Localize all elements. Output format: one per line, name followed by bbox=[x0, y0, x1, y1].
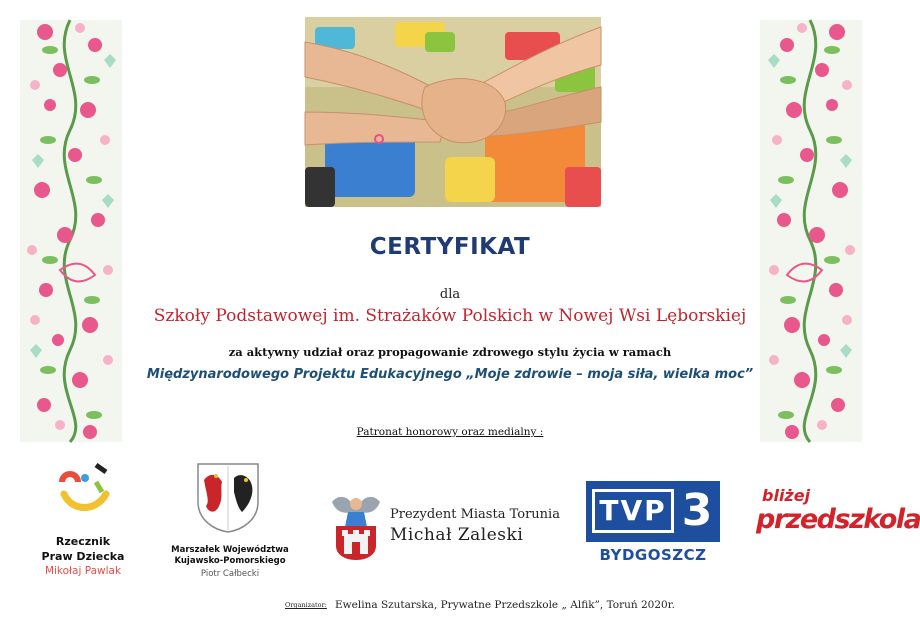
award-reason: za aktywny udział oraz propagowanie zdrowego stylu życia w ramach bbox=[228, 345, 672, 359]
hands-photo bbox=[305, 17, 601, 207]
tvp-logo-number: 3 bbox=[681, 485, 713, 536]
project-name: Międzynarodowego Projektu Edukacyjnego „Moje zdrowie – moja siła, wielka moc” bbox=[146, 367, 754, 382]
blizej-logo-line1: bliżej bbox=[762, 486, 811, 505]
certificate-title: CERTYFIKAT bbox=[369, 234, 531, 260]
marszalek-title-line2: Kujawsko-Pomorskiego bbox=[174, 556, 286, 566]
rpd-title-line2: Praw Dziecka bbox=[41, 550, 125, 563]
organizer-label: Organizator: bbox=[285, 601, 327, 609]
for-label: dla bbox=[439, 287, 461, 302]
marszalek-name: Piotr Całbecki bbox=[200, 569, 260, 579]
mayor-title: Prezydent Miasta Torunia bbox=[390, 507, 560, 522]
rpd-name: Mikołaj Pawlak bbox=[44, 565, 122, 577]
marszalek-title-line1: Marszałek Województwa bbox=[171, 545, 289, 555]
tvp-city: BYDGOSZCZ bbox=[599, 546, 707, 564]
mayor-name: Michał Zaleski bbox=[390, 525, 524, 545]
coat-of-arms-icon bbox=[196, 462, 260, 534]
rpd-title-line1: Rzecznik bbox=[55, 535, 111, 548]
rpd-logo-icon bbox=[52, 462, 116, 522]
torun-coat-of-arms-icon bbox=[328, 492, 384, 562]
marszalek-title bbox=[165, 545, 295, 567]
organizer-text: Ewelina Szutarska, Prywatne Przedszkole „ Alfik”, Toruń 2020r. bbox=[335, 599, 675, 611]
blizej-logo-line2: przedszkola bbox=[756, 504, 920, 535]
rpd-title bbox=[28, 534, 138, 564]
recipient-school: Szkoły Podstawowej im. Strażaków Polskich w Nowej Wsi Lęborskiej bbox=[153, 306, 747, 326]
patronage-label: Patronat honorowy oraz medialny : bbox=[356, 426, 544, 438]
tvp-logo-text: TVP bbox=[592, 489, 674, 533]
tvp3-logo bbox=[586, 481, 720, 542]
